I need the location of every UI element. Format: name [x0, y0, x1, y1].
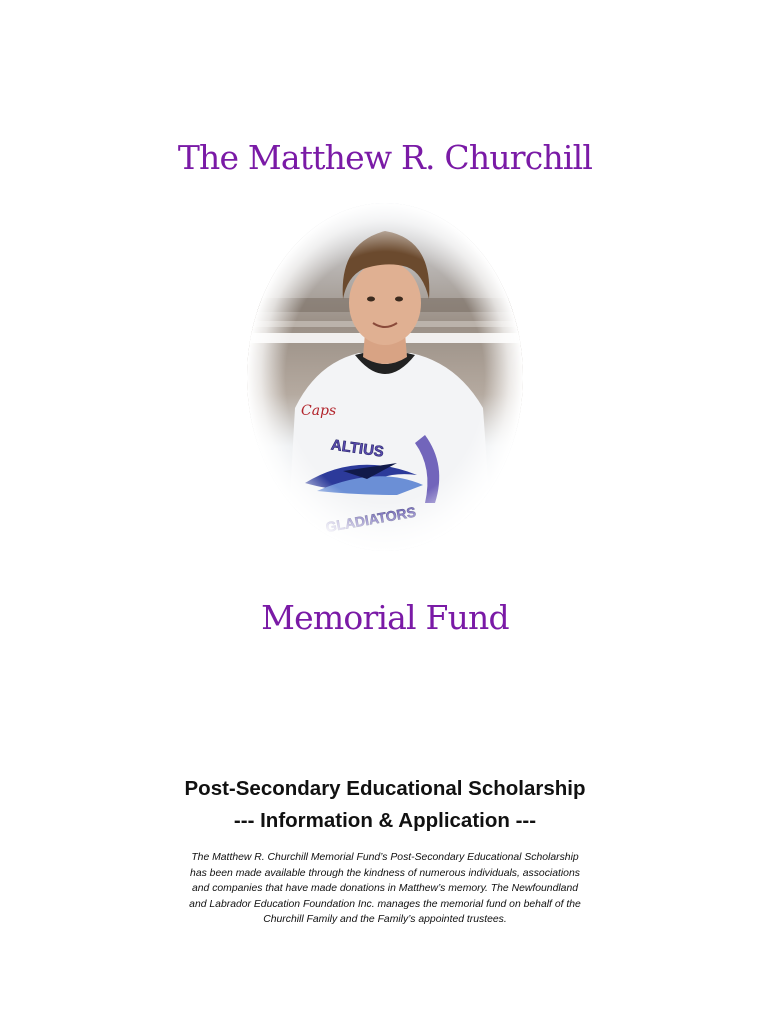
portrait-illustration [247, 203, 523, 551]
intro-paragraph: The Matthew R. Churchill Memorial Fund’s Post-Secondary Educational Scholarship has been made available through the kindness of numerous individuals, associations and companies that have made donations in Matthew’s memory. The Newfoundland and Labrador Education Foundation Inc. manages the memorial fund on behalf of the Churchill Family and the Family’s appointed trustees. [189, 852, 581, 926]
document-title-bottom: Memorial Fund [261, 598, 509, 637]
scholarship-subheading: --- Information & Application --- [233, 809, 537, 832]
memorial-portrait-photo [247, 203, 523, 551]
scholarship-heading: Post-Secondary Educational Scholarship [184, 777, 586, 800]
document-title-top: The Matthew R. Churchill [177, 138, 593, 177]
